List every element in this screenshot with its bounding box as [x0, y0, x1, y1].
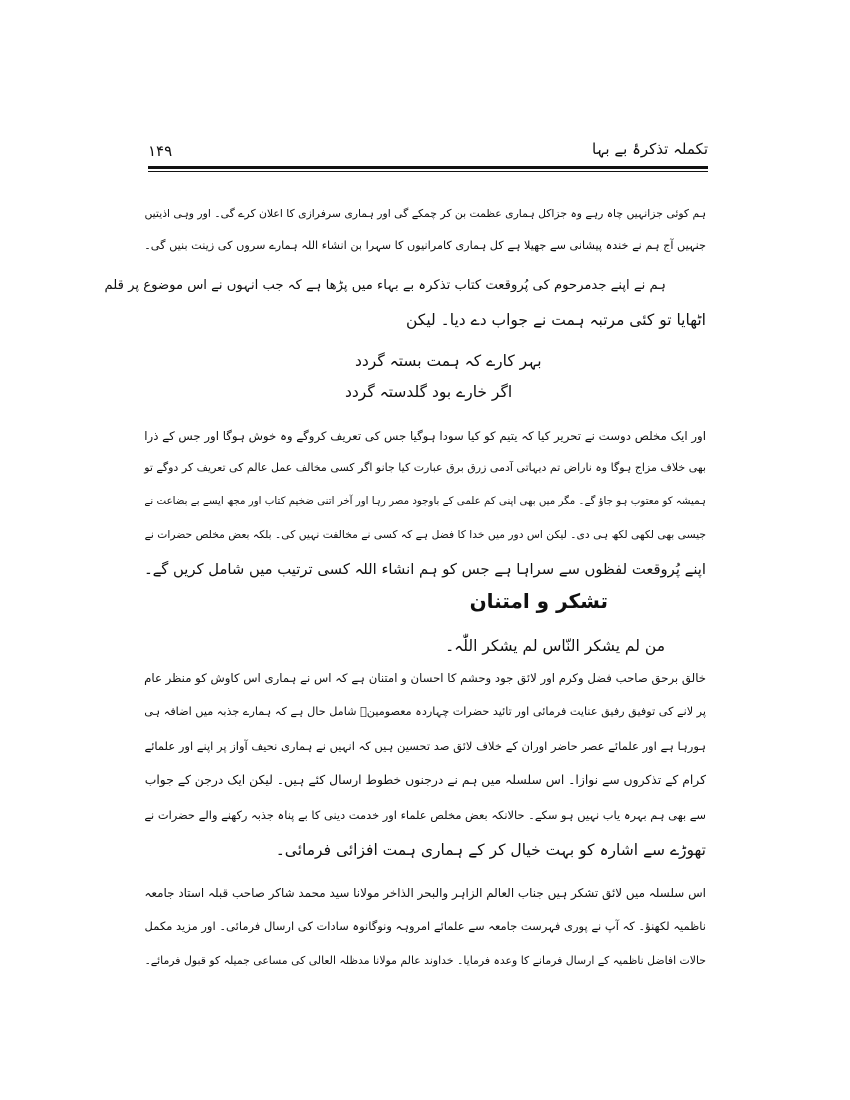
- poem-verse: اگر خارے بود گلدستہ گردد: [345, 383, 513, 401]
- header-rule-thin: [148, 171, 708, 172]
- text-line: جیسی بھی لکھی لکھ ہی دی۔ لیکن اس دور میں خدا کا فضل ہے کہ کسی نے مخالفت نہیں کی۔ بلکہ بعض مخلص حضرات نے: [144, 528, 706, 541]
- text-line: جنہیں آج ہم نے خندہ پیشانی سے جھیلا ہے کل ہماری کامرانیوں کا سہرا بن انشاء اللہ ہمارے سروں کی زینت بنیں گی۔: [144, 239, 706, 252]
- text-line: ناظمیہ لکھنؤ۔ کہ آپ نے پوری فہرست جامعہ سے علمائے امروہہ ونوگانوہ سادات کی ارسال فرمائی۔ اور مزید مکمل: [144, 919, 706, 933]
- poem-verse: بہر کارے کہ ہمت بستہ گردد: [355, 352, 542, 370]
- text-line: اس سلسلہ میں لائق تشکر ہیں جناب العالم الزاہر والبحر الذاخر مولانا سید محمد شاکر صاحب قبلہ استاد جامعہ: [144, 886, 706, 900]
- page-header: [148, 138, 708, 164]
- text-line: اپنے پُروقعت لفظوں سے سراہا ہے جس کو ہم انشاء اللہ کسی ترتیب میں شامل کریں گے۔: [143, 561, 706, 578]
- text-line: ہم نے اپنے جدمرحوم کی پُروقعت کتاب تذکرہ بے بہاء میں پڑھا ہے کہ جب انہوں نے اس موضوع پر قلم: [104, 278, 666, 293]
- text-line: ہم کوئی جزانہیں چاہ رہے وہ جزاکل ہماری عظمت بن کر چمکے گی اور ہماری سرفرازی کا اعلان کرے گی۔ اور وہی اذیتیں: [144, 207, 706, 220]
- text-line: ہمیشہ کو معتوب ہو جاؤ گے۔ مگر میں بھی اپنی کم علمی کے باوجود مصر رہا اور آخر اتنی ضخیم کتاب اور مجھ ایسے بے بضاعت نے: [144, 495, 706, 507]
- text-line: سے بھی ہم بہرہ یاب نہیں ہو سکے۔ حالانکہ بعض مخلص علماء اور خدمت دینی کا بے پناہ جذبہ رکھنے والے حضرات نے: [144, 808, 706, 822]
- page-number: ۱۴۹: [148, 142, 173, 160]
- section-heading: تشکر و امتنان: [469, 589, 608, 613]
- text-line: تھوڑے سے اشارہ کو بہت خیال کر کے ہماری ہمت افزائی فرمائی۔: [275, 841, 706, 859]
- text-line: بھی خلاف مزاج ہوگا وہ ناراض تم دیہاتی آدمی زرق برق عبارت کیا جانو اگر کسی مخالف عمل عالم کی تعریف کر دوگے تو: [144, 461, 706, 474]
- text-line: پر لانے کی توفیق رفیق عنایت فرمائی اور تائید حضرات چہاردہ معصومینؑ شامل حال ہے کہ ہمارے جذبہ میں اضافہ ہی: [144, 705, 706, 718]
- header-rule-thick: [148, 166, 708, 169]
- text-line: حالات افاضل ناظمیہ کے ارسال فرمانے کا وعدہ فرمایا۔ خداوند عالم مولانا مدظلہ العالی کی مساعی جمیلہ کو قبول فرمائے۔: [144, 954, 706, 967]
- running-title: تکملہ تذکرۂ بے بہا: [592, 140, 708, 158]
- text-line: اٹھایا تو کئی مرتبہ ہمت نے جواب دے دیا۔ لیکن: [405, 311, 706, 329]
- text-line: من لم یشکر النّاس لم یشکر اللّٰہ۔: [445, 637, 665, 655]
- text-line: اور ایک مخلص دوست نے تحریر کیا کہ یتیم کو کیا سودا ہوگیا جس کی تعریف کروگے وہ خوش ہوگا اور جس کے ذرا: [144, 429, 706, 443]
- text-line: خالق برحق صاحب فضل وکرم اور لائق جود وحشم کا احسان و امتنان ہے کہ اس نے ہماری اس کاوش کو منظر عام: [144, 671, 706, 685]
- text-line: کرام کے تذکروں سے نوازا۔ اس سلسلہ میں ہم نے درجنوں خطوط ارسال کئے ہیں۔ لیکن ایک درجن کے جواب: [144, 773, 706, 787]
- text-line: ہورہا ہے اور علمائے عصر حاضر اوران کے خلاف لائق صد تحسین ہیں کہ انہیں نے ہماری نحیف آواز پر اپنے اور علمائے: [144, 739, 706, 753]
